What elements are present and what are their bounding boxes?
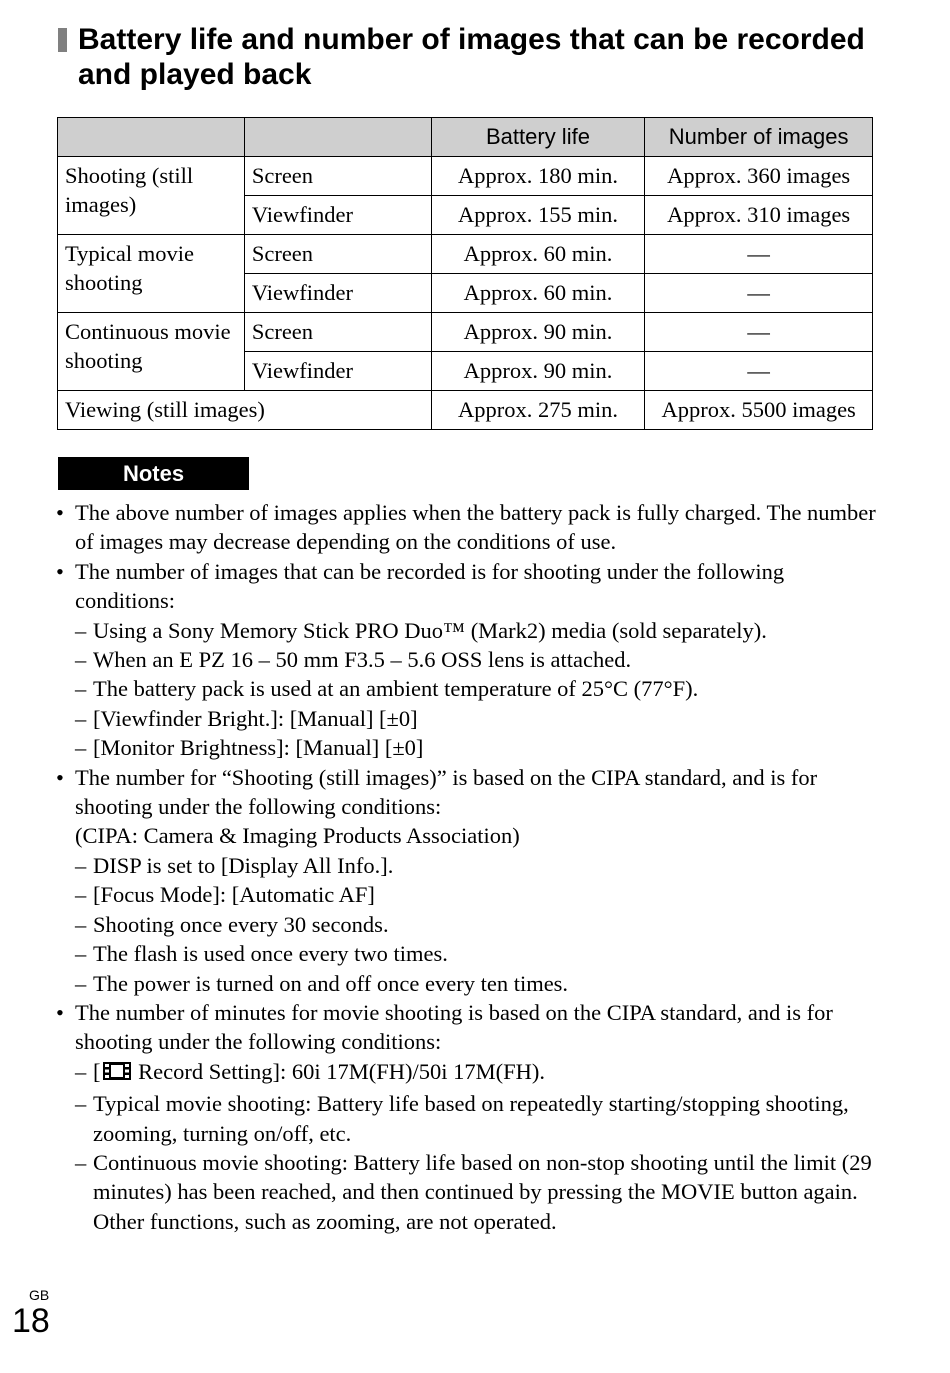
sub-text: When an E PZ 16 – 50 mm F3.5 – 5.6 OSS lens is attached. [93, 647, 632, 673]
images-cell: Approx. 5500 images [645, 391, 873, 430]
sub-item [75, 674, 876, 703]
images-cell: Approx. 360 images [645, 157, 873, 196]
sub-item [75, 1089, 876, 1148]
sub-text: The power is turned on and off once every ten times. [93, 970, 569, 996]
sub-item [75, 851, 876, 880]
note-item [56, 557, 876, 763]
note-item [56, 998, 876, 1236]
mode-cell: Viewfinder [244, 196, 431, 235]
viewing-label: Viewing (still images) [58, 391, 432, 430]
dash: – [75, 676, 87, 702]
battery-cell: Approx. 60 min. [431, 235, 645, 274]
note-text: The number of images that can be recorded is for shooting under the following conditions: [75, 558, 785, 614]
sub-text: DISP is set to [Display All Info.]. [93, 852, 394, 878]
table-row [58, 235, 873, 274]
images-cell: — [645, 235, 873, 274]
note-text: The above number of images applies when the battery pack is fully charged. The number of images may decrease depending on the conditions of use. [75, 500, 876, 555]
group-label: Typical movie shooting [58, 235, 245, 313]
dash: – [75, 617, 87, 643]
header-cell: Number of images [645, 118, 873, 157]
sub-text: Typical movie shooting: Battery life based on repeatedly starting/stopping shooting, zooming, turning on/off, etc. [93, 1091, 849, 1146]
sub-text: [Focus Mode]: [Automatic AF] [93, 882, 375, 908]
page-number: 18 [12, 1302, 50, 1340]
notes-heading: Notes [58, 457, 249, 490]
note-text: The number of minutes for movie shooting is based on the CIPA standard, and is for shooting under the following conditions: [75, 999, 833, 1055]
header-cell: Battery life [431, 118, 645, 157]
images-cell: — [645, 352, 873, 391]
table-row [58, 157, 873, 196]
dash: – [75, 852, 87, 878]
sub-item [75, 704, 876, 733]
record-setting-text: Record Setting]: 60i 17M(FH)/50i 17M(FH). [132, 1058, 545, 1084]
mode-cell: Viewfinder [244, 352, 431, 391]
images-cell: — [645, 313, 873, 352]
sub-text: [Monitor Brightness]: [Manual] [±0] [93, 735, 424, 761]
dash: – [75, 911, 87, 937]
dash: – [75, 1149, 87, 1175]
table-row [58, 391, 873, 430]
sub-item [75, 939, 876, 968]
dash: – [75, 882, 87, 908]
dash: – [75, 1091, 87, 1117]
note-text: The number for “Shooting (still images)” is based on the CIPA standard, and is for shooting under the following conditions: [75, 764, 818, 820]
header-cell [244, 118, 431, 157]
mode-cell: Screen [244, 157, 431, 196]
mode-cell: Screen [244, 235, 431, 274]
sub-item [75, 733, 876, 762]
dash: – [75, 705, 87, 731]
mode-cell: Screen [244, 313, 431, 352]
dash: – [75, 941, 87, 967]
sub-text: The flash is used once every two times. [93, 941, 448, 967]
table-row [58, 313, 873, 352]
table-header-row [58, 118, 873, 157]
group-label: Shooting (still images) [58, 157, 245, 235]
group-label: Continuous movie shooting [58, 313, 245, 391]
images-cell: Approx. 310 images [645, 196, 873, 235]
note-item [56, 763, 876, 998]
dash: – [75, 647, 87, 673]
mode-cell: Viewfinder [244, 274, 431, 313]
sub-item [75, 1148, 876, 1236]
bullet: • [56, 764, 64, 790]
record-setting-prefix: [ [93, 1058, 101, 1084]
notes-list [56, 498, 876, 1236]
sub-item [75, 880, 876, 909]
sub-item [75, 910, 876, 939]
movie-record-icon [102, 1060, 132, 1089]
images-cell: — [645, 274, 873, 313]
header-cell [58, 118, 245, 157]
note-item [56, 498, 876, 557]
battery-cell: Approx. 180 min. [431, 157, 645, 196]
sub-text: The battery pack is used at an ambient temperature of 25°C (77°F). [93, 676, 699, 702]
sub-item [75, 969, 876, 998]
battery-cell: Approx. 90 min. [431, 313, 645, 352]
sub-item [75, 645, 876, 674]
sub-item [75, 1057, 876, 1089]
battery-life-table [57, 117, 873, 430]
title-marker [58, 28, 67, 52]
bullet: • [56, 558, 64, 584]
dash: – [75, 735, 87, 761]
dash: – [75, 1058, 87, 1084]
battery-cell: Approx. 155 min. [431, 196, 645, 235]
sub-item [75, 616, 876, 645]
title-block [58, 22, 868, 92]
page-title: Battery life and number of images that can be recorded and played back [78, 23, 865, 91]
note-extra: (CIPA: Camera & Imaging Products Association) [75, 823, 520, 849]
battery-cell: Approx. 60 min. [431, 274, 645, 313]
region-code: GB [29, 1287, 50, 1303]
sub-text: Continuous movie shooting: Battery life based on non-stop shooting until the limit (29 minutes) has been reached, and then continued by pressing the MOVIE button again. Other functions, such as zooming, are not operated. [93, 1149, 872, 1234]
dash: – [75, 970, 87, 996]
battery-cell: Approx. 275 min. [431, 391, 645, 430]
sub-text: [Viewfinder Bright.]: [Manual] [±0] [93, 705, 418, 731]
sub-text: Shooting once every 30 seconds. [93, 911, 389, 937]
bullet: • [56, 999, 64, 1025]
bullet: • [56, 500, 64, 525]
sub-text: Using a Sony Memory Stick PRO Duo™ (Mark2) media (sold separately). [93, 617, 767, 643]
page-number-block [12, 1287, 50, 1339]
battery-cell: Approx. 90 min. [431, 352, 645, 391]
